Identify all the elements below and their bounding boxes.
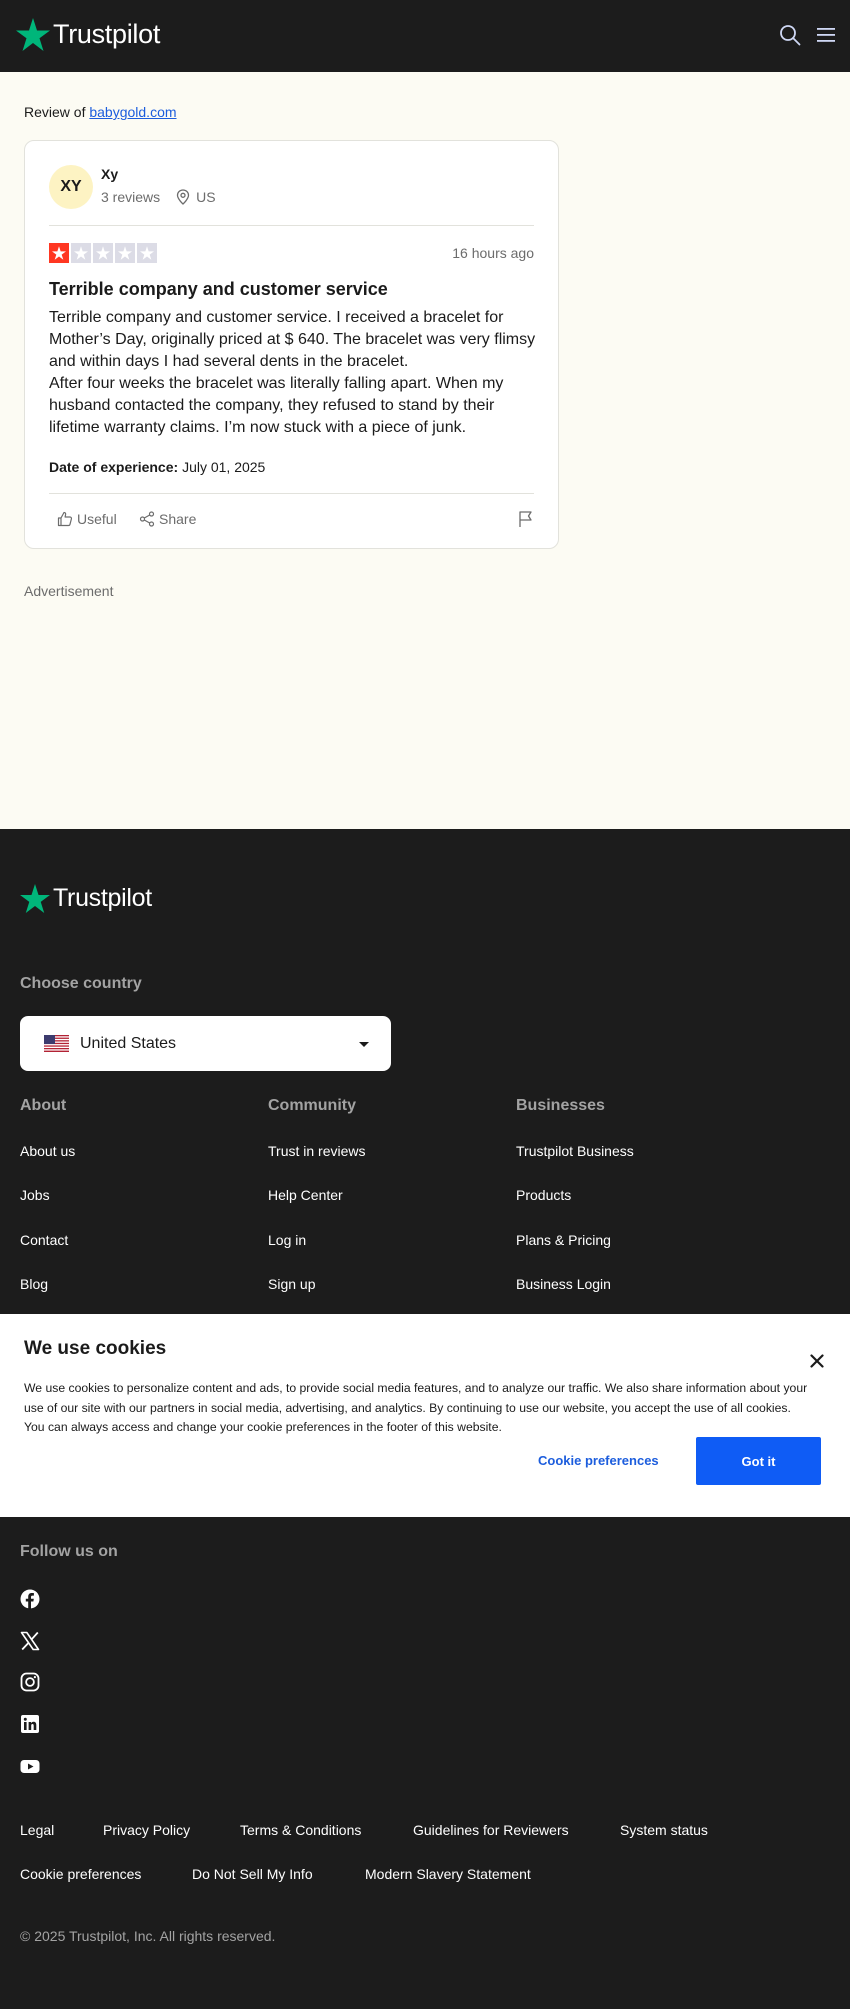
star-icon bbox=[49, 243, 69, 263]
location-pin-icon bbox=[176, 189, 190, 205]
cookie-banner-text: We use cookies to personalize content and ads, to provide social media features, and to analyze our traffic. We also share information about your use of our site with our partners in social media, advertising, and analytics. By continuing to use our website, you accept the use of all cookies. You can always access and change your cookie preferences in the footer of this website. bbox=[24, 1381, 808, 1434]
footer-link-do-not-sell[interactable]: Do Not Sell My Info bbox=[192, 1866, 313, 1882]
us-flag-icon bbox=[44, 1035, 69, 1052]
footer-link-plans-pricing[interactable]: Plans & Pricing bbox=[516, 1232, 611, 1248]
footer-link-jobs[interactable]: Jobs bbox=[20, 1187, 50, 1203]
linkedin-icon[interactable] bbox=[20, 1714, 40, 1734]
selected-country: United States bbox=[80, 1034, 177, 1052]
facebook-icon[interactable] bbox=[20, 1589, 40, 1609]
footer-link-products[interactable]: Products bbox=[516, 1187, 572, 1203]
footer-link-cookie-preferences[interactable]: Cookie preferences bbox=[20, 1866, 142, 1882]
footer-link-modern-slavery[interactable]: Modern Slavery Statement bbox=[365, 1866, 531, 1882]
footer-column-heading: About bbox=[20, 1097, 67, 1114]
country-select[interactable] bbox=[20, 1016, 391, 1071]
share-button[interactable] bbox=[139, 511, 196, 527]
trustpilot-logo[interactable] bbox=[16, 18, 160, 51]
footer-link-terms-conditions[interactable]: Terms & Conditions bbox=[240, 1822, 362, 1838]
trustpilot-star-icon bbox=[16, 18, 50, 51]
review-of-prefix: Review of bbox=[24, 104, 86, 120]
footer-trustpilot-logo[interactable] bbox=[20, 884, 152, 913]
date-of-experience bbox=[49, 459, 265, 475]
footer-link-blog[interactable]: Blog bbox=[20, 1276, 49, 1292]
trustpilot-star-icon bbox=[20, 884, 50, 913]
reviewer-name[interactable]: Xy bbox=[101, 166, 119, 182]
close-icon[interactable] bbox=[810, 1354, 824, 1368]
footer-link-system-status[interactable]: System status bbox=[620, 1822, 708, 1838]
useful-label: Useful bbox=[77, 511, 117, 527]
cookie-preferences-button[interactable]: Cookie preferences bbox=[538, 1453, 659, 1468]
date-of-experience-label: Date of experience: bbox=[49, 459, 179, 475]
useful-button[interactable] bbox=[57, 511, 117, 527]
cookie-banner-title: We use cookies bbox=[24, 1338, 167, 1359]
footer-link-privacy-policy[interactable]: Privacy Policy bbox=[103, 1822, 191, 1838]
review-card bbox=[24, 140, 559, 549]
accept-cookies-button[interactable]: Got it bbox=[696, 1437, 821, 1485]
review-body-paragraph: After four weeks the bracelet was literally falling apart. When my husband contacted the company, they refused to stand by their lifetime warranty claims. I’m now stuck with a piece of junk. bbox=[49, 375, 504, 436]
review-body-paragraph: Terrible company and customer service. I received a bracelet for Mother’s Day, originally priced at $ 640. The bracelet was very flimsy and within days I had several dents in the bracelet. bbox=[49, 309, 536, 370]
share-label: Share bbox=[159, 511, 197, 527]
footer-link-help-center[interactable]: Help Center bbox=[268, 1187, 343, 1203]
star-rating bbox=[49, 243, 157, 263]
footer-link-about-us[interactable]: About us bbox=[20, 1143, 76, 1159]
report-flag-icon[interactable] bbox=[518, 510, 534, 528]
review-of-line bbox=[24, 104, 177, 120]
footer-link-log-in[interactable]: Log in bbox=[268, 1232, 307, 1248]
date-of-experience-value: July 01, 2025 bbox=[182, 459, 266, 475]
youtube-icon[interactable] bbox=[20, 1756, 40, 1776]
reviewer-meta bbox=[101, 189, 216, 205]
footer-link-sign-up[interactable]: Sign up bbox=[268, 1276, 316, 1292]
choose-country-heading: Choose country bbox=[20, 975, 142, 992]
footer-link-business-login[interactable]: Business Login bbox=[516, 1276, 611, 1292]
footer-column-heading: Community bbox=[268, 1097, 356, 1114]
hamburger-menu-icon[interactable] bbox=[816, 25, 836, 45]
reviewer-country: US bbox=[196, 189, 216, 205]
search-icon[interactable] bbox=[779, 24, 801, 46]
share-icon bbox=[139, 511, 155, 527]
thumbs-up-icon bbox=[57, 511, 73, 527]
footer-link-legal[interactable]: Legal bbox=[20, 1822, 55, 1838]
footer-column-heading: Businesses bbox=[516, 1097, 605, 1114]
top-navigation-bar bbox=[0, 0, 850, 72]
logo-wordmark: Trustpilot bbox=[53, 884, 152, 912]
footer-link-trustpilot-business[interactable]: Trustpilot Business bbox=[516, 1143, 634, 1159]
star-icon bbox=[115, 243, 135, 263]
footer-link-contact[interactable]: Contact bbox=[20, 1232, 69, 1248]
star-icon bbox=[71, 243, 91, 263]
advertisement-label: Advertisement bbox=[24, 583, 114, 599]
review-body bbox=[49, 307, 539, 439]
x-icon[interactable] bbox=[20, 1631, 40, 1651]
star-icon bbox=[137, 243, 157, 263]
copyright: © 2025 Trustpilot, Inc. All rights reserved. bbox=[20, 1928, 276, 1944]
chevron-down-icon bbox=[359, 1042, 369, 1047]
star-icon bbox=[93, 243, 113, 263]
company-link[interactable]: babygold.com bbox=[89, 104, 177, 120]
follow-us-heading: Follow us on bbox=[20, 1543, 118, 1560]
avatar[interactable]: XY bbox=[49, 165, 93, 209]
divider bbox=[49, 225, 534, 226]
review-count: 3 reviews bbox=[101, 189, 161, 205]
footer-link-guidelines-for-reviewers[interactable]: Guidelines for Reviewers bbox=[413, 1822, 569, 1838]
review-time: 16 hours ago bbox=[452, 245, 534, 261]
divider bbox=[49, 493, 534, 494]
instagram-icon[interactable] bbox=[20, 1672, 40, 1692]
logo-wordmark: Trustpilot bbox=[53, 19, 161, 49]
review-title: Terrible company and customer service bbox=[49, 279, 388, 299]
cookie-banner bbox=[0, 1314, 850, 1517]
footer-link-trust-in-reviews[interactable]: Trust in reviews bbox=[268, 1143, 366, 1159]
